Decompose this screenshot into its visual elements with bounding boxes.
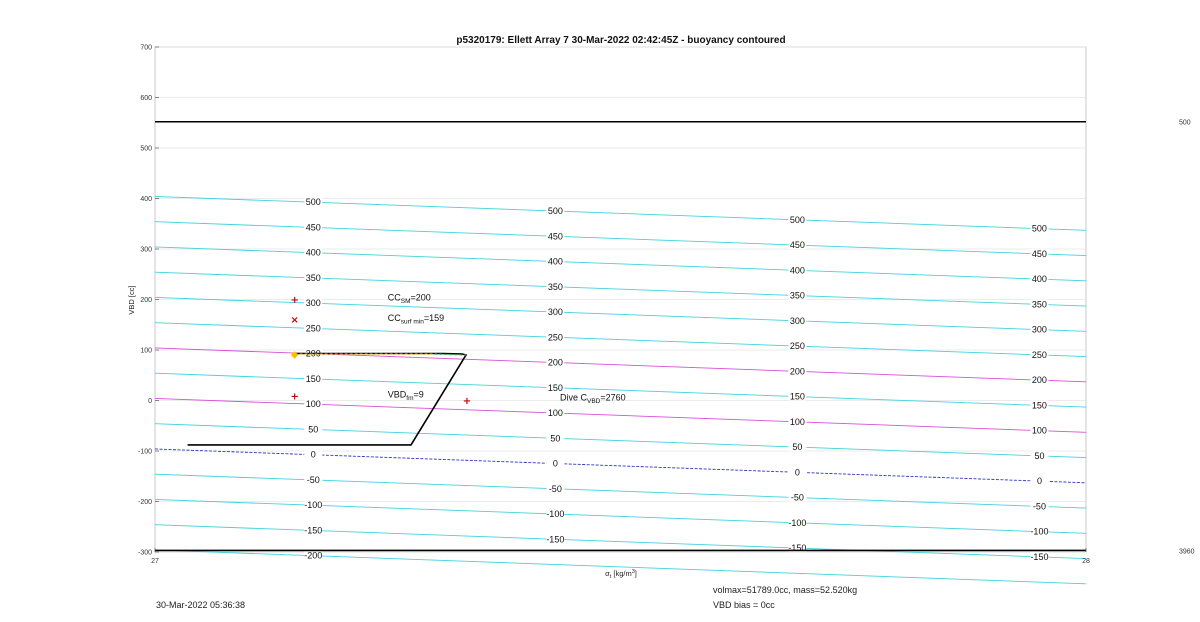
contour-label: 350 xyxy=(789,290,805,301)
contour-label: -100 xyxy=(304,500,323,511)
y-tick-label: 100 xyxy=(140,347,152,355)
contour-label: 450 xyxy=(305,222,321,233)
contour-label: 250 xyxy=(547,332,563,343)
contour-label: 500 xyxy=(547,206,563,217)
contour-label: -50 xyxy=(1032,501,1046,512)
contour-label: 450 xyxy=(1031,248,1047,259)
y-tick-label: 200 xyxy=(140,297,152,304)
y-tick-label: 600 xyxy=(140,95,152,102)
contour-label: 200 xyxy=(1031,375,1047,386)
y-tick-label: 500 xyxy=(140,145,152,153)
y-tick-label: 0 xyxy=(148,398,152,405)
annotation: $CC_{SM}=200$ xyxy=(387,292,431,306)
contour-label: -100 xyxy=(546,509,565,520)
contour-label: 350 xyxy=(547,281,563,292)
contour-label: 450 xyxy=(547,231,563,242)
annotation: $VBD_{fm}=9$ xyxy=(387,389,424,402)
contour-label: 0 xyxy=(552,458,558,469)
contour-label: 100 xyxy=(305,399,321,410)
y-tick-label: -200 xyxy=(137,499,152,506)
contour-label: -150 xyxy=(788,543,807,554)
contour-label: -100 xyxy=(1030,526,1049,537)
footer-volmax: volmax=51789.0cc, mass=52.520kg xyxy=(713,585,858,595)
contour-label: 300 xyxy=(789,315,805,326)
contour-label: 100 xyxy=(547,408,563,419)
contour-label: -50 xyxy=(548,483,562,494)
x-tick-label: 28 xyxy=(1082,558,1090,565)
contour-label: 50 xyxy=(550,433,561,444)
contour-label: 100 xyxy=(1031,425,1047,436)
annotation: Dive $C_{VBD}=2760$ xyxy=(559,392,626,405)
contour-label: 50 xyxy=(308,424,319,435)
contour-label: 300 xyxy=(1031,324,1047,335)
contour-label: 150 xyxy=(789,391,805,402)
contour-label: 500 xyxy=(1031,223,1047,234)
contour-label: 200 xyxy=(547,357,563,368)
x-tick-label: 27 xyxy=(151,558,159,565)
y-tick-label: 300 xyxy=(140,246,152,254)
contour-label: 400 xyxy=(305,247,321,258)
reference-line-label: 3960 xyxy=(1179,548,1195,556)
contour-label: -150 xyxy=(1030,551,1049,562)
contour-line xyxy=(155,550,1086,584)
footer-timestamp: 30-Mar-2022 05:36:38 xyxy=(156,600,246,610)
marker: + xyxy=(290,391,299,403)
contour-label: 0 xyxy=(310,449,316,460)
contour-label: 500 xyxy=(789,214,805,225)
contour-label: -150 xyxy=(546,534,565,545)
contour-label: 0 xyxy=(1036,476,1042,487)
annotation: $CC_{surf min}=159$ xyxy=(387,313,445,326)
contour-label: 250 xyxy=(789,341,805,352)
y-tick-label: 400 xyxy=(140,196,152,203)
y-axis-label: VBD [cc] xyxy=(127,285,136,315)
footer-vbd-bias: VBD bias = 0cc xyxy=(713,600,775,610)
contour-label: 50 xyxy=(792,442,803,453)
contour-label: 200 xyxy=(305,348,321,359)
y-tick-label: -300 xyxy=(137,549,152,557)
reference-line-label: 500 xyxy=(1179,119,1191,127)
contour-label: 150 xyxy=(547,382,563,393)
contour-label: -100 xyxy=(788,517,807,528)
contour-label: 350 xyxy=(1031,299,1047,310)
contour-label: 300 xyxy=(305,298,321,309)
contour-label: 250 xyxy=(305,323,321,334)
chart-title: p5320179: Ellett Array 7 30-Mar-2022 02:42:45Z - buoyancy contoured xyxy=(456,35,786,46)
contour-label: 500 xyxy=(305,197,321,208)
y-tick-label: -100 xyxy=(137,448,152,456)
contour-label: 250 xyxy=(1031,349,1047,360)
contour-label: 450 xyxy=(789,240,805,251)
contour-label: 200 xyxy=(789,366,805,377)
contour-label: 50 xyxy=(1034,450,1045,461)
contour-label: -50 xyxy=(790,492,804,503)
marker: + xyxy=(462,396,472,407)
contour-label: 150 xyxy=(305,373,321,384)
contour-label: -50 xyxy=(306,474,320,485)
marker: ◆ xyxy=(290,349,299,361)
contour-label: -200 xyxy=(304,550,323,561)
marker: + xyxy=(290,295,299,306)
contour-label: 300 xyxy=(547,307,563,318)
contour-label: 150 xyxy=(1031,400,1047,411)
marker: × xyxy=(290,315,299,327)
contour-label: -150 xyxy=(304,525,323,536)
x-axis-label: $\sigma_t$ $[kg/m^3]$ xyxy=(605,569,637,580)
y-tick-label: 700 xyxy=(140,44,152,52)
contour-label: 0 xyxy=(794,467,800,478)
contour-label: 400 xyxy=(789,265,805,276)
contour-label: 400 xyxy=(1031,274,1047,285)
contour-label: 100 xyxy=(789,416,805,427)
contour-label: 350 xyxy=(305,272,321,283)
contour-label: 400 xyxy=(547,256,563,267)
